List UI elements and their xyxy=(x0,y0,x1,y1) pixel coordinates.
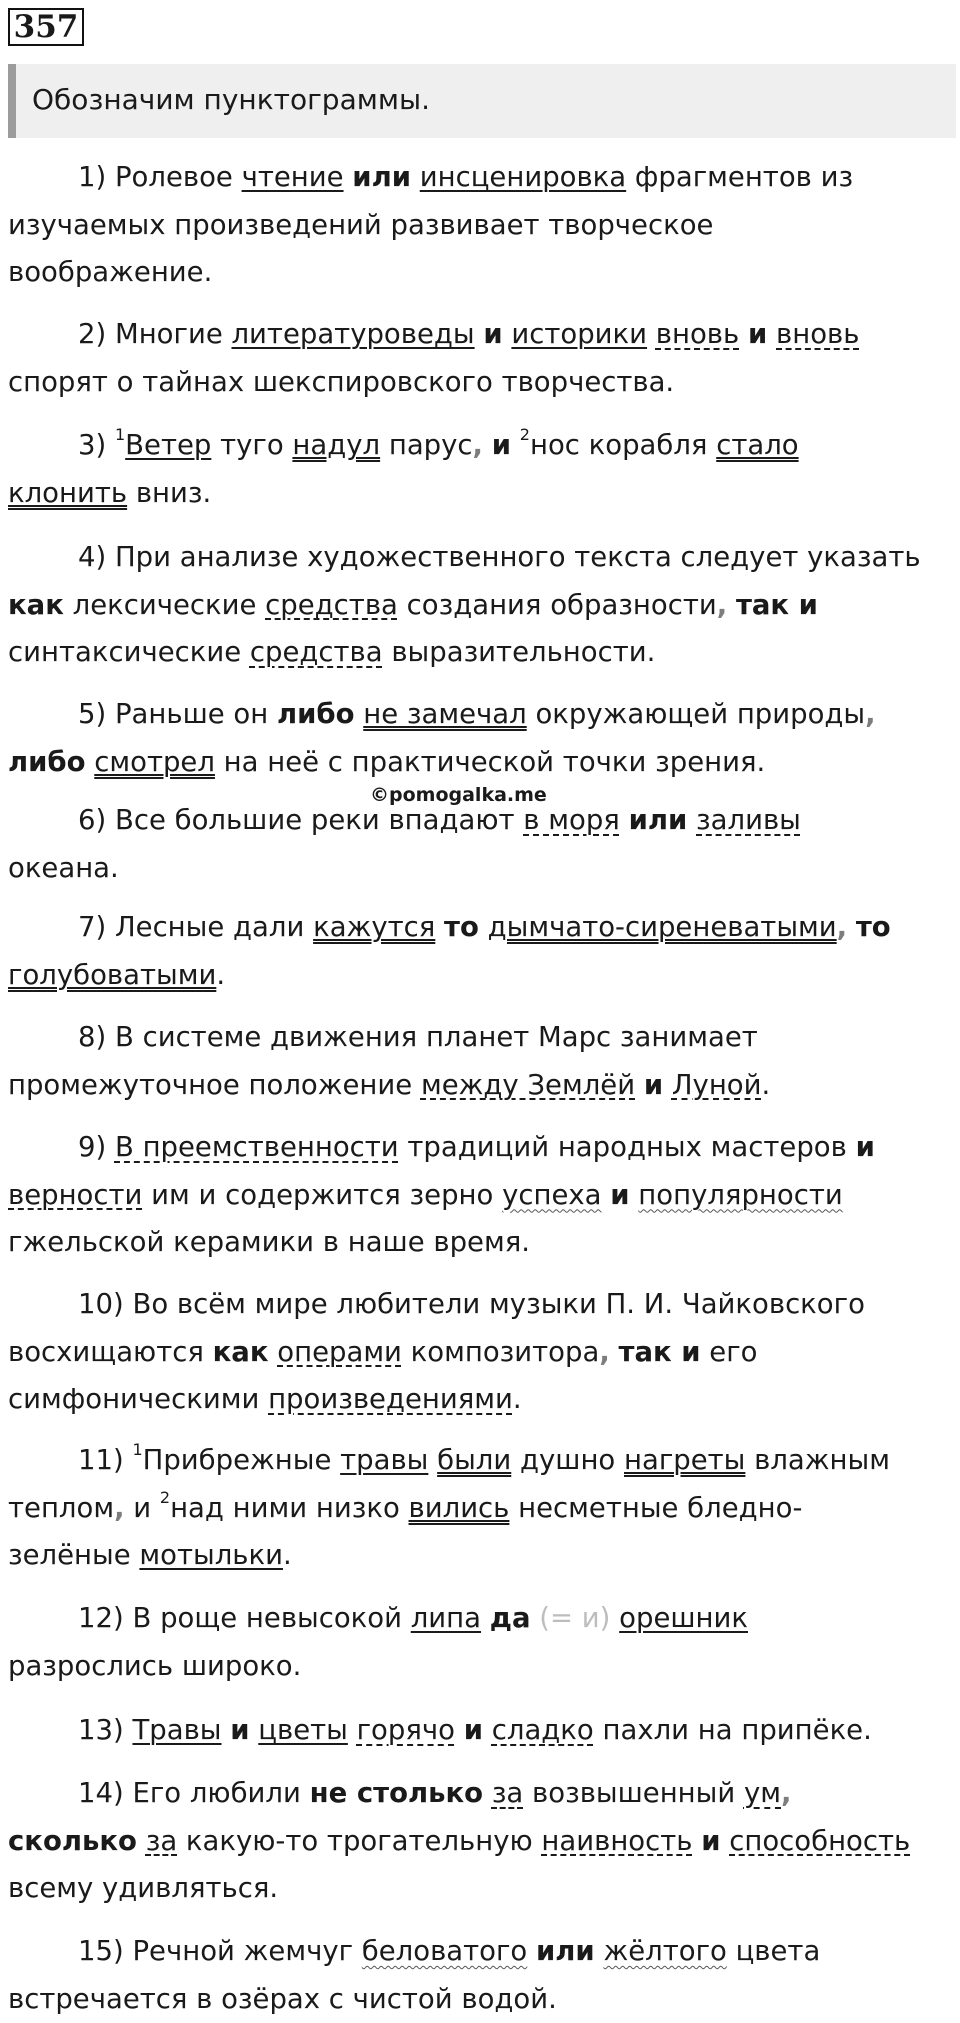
text: фрагментов из xyxy=(626,161,853,193)
conjunction: как xyxy=(8,589,64,621)
space xyxy=(479,911,488,943)
attribute: жёлтого xyxy=(603,1935,726,1967)
line xyxy=(8,1976,956,2023)
space xyxy=(483,1714,492,1746)
space xyxy=(269,1336,278,1368)
text: выразительности. xyxy=(383,636,656,668)
text: 1) Ролевое xyxy=(78,161,242,193)
adverbial: Луной xyxy=(672,1069,762,1101)
text: изучаемых произведений развивает творческое xyxy=(8,209,713,241)
subject: Ветер xyxy=(125,429,211,461)
space xyxy=(348,1714,357,1746)
space xyxy=(847,911,856,943)
adverbial: сладко xyxy=(492,1714,594,1746)
subject: литературоведы xyxy=(231,318,474,350)
note: (= и) xyxy=(539,1602,610,1634)
space xyxy=(344,161,353,193)
line xyxy=(8,739,956,787)
subject: Травы xyxy=(132,1714,221,1746)
punctuation: , xyxy=(114,1492,124,1524)
punctuation: , xyxy=(865,698,875,730)
watermark: ©pomogalka.me xyxy=(370,783,547,807)
text: его xyxy=(701,1336,758,1368)
space xyxy=(630,1179,639,1211)
space xyxy=(527,1935,536,1967)
conjunction: так и xyxy=(619,1336,701,1368)
punctuation: , xyxy=(599,1336,609,1368)
text: разрослись широко. xyxy=(8,1650,301,1682)
space xyxy=(692,1825,701,1857)
text: симфоническими xyxy=(8,1383,268,1415)
subject: цветы xyxy=(258,1714,348,1746)
conjunction: или xyxy=(352,161,411,193)
text: . xyxy=(283,1539,292,1571)
adverbial: вновь xyxy=(656,318,739,350)
sentence-2 xyxy=(8,311,956,406)
conjunction: и xyxy=(856,1131,875,1163)
predicate: клонить xyxy=(8,477,127,509)
clause-index: 1 xyxy=(115,425,125,444)
text: создания образности xyxy=(398,589,717,621)
sentence-5 xyxy=(8,691,956,786)
text: 10) Во всём мире любители музыки П. И. Чайковского xyxy=(78,1288,865,1320)
sentence-11 xyxy=(8,1437,956,1580)
text: окружающей природы xyxy=(527,698,865,730)
line xyxy=(8,1770,956,1818)
conjunction: так и xyxy=(736,589,818,621)
text: . xyxy=(762,1069,771,1101)
clause-index: 1 xyxy=(132,1440,142,1459)
text: воображение. xyxy=(8,256,212,288)
predicate: вились xyxy=(409,1492,510,1524)
object: за xyxy=(492,1777,523,1809)
sentence-6 xyxy=(8,797,956,892)
predicate: надул xyxy=(292,429,380,461)
conjunction: то xyxy=(856,911,891,943)
line xyxy=(8,582,956,630)
adverbial: между Землёй xyxy=(421,1069,635,1101)
text: 4) При анализе художественного текста следует указать xyxy=(78,541,921,573)
object: произведениями xyxy=(268,1383,513,1415)
text: теплом xyxy=(8,1492,114,1524)
text: цвета xyxy=(727,1935,820,1967)
sentence-8 xyxy=(8,1014,956,1109)
text: пахли на припёке. xyxy=(594,1714,872,1746)
predicate: были xyxy=(437,1444,511,1476)
line xyxy=(8,1865,956,1913)
text: промежуточное положение xyxy=(8,1069,421,1101)
line xyxy=(8,1376,956,1424)
text: 14) Его любили xyxy=(78,1777,310,1809)
sentence-4 xyxy=(8,534,956,677)
sentence-7 xyxy=(8,904,956,999)
object: ум xyxy=(744,1777,781,1809)
adverbial: заливы xyxy=(696,804,801,836)
conjunction: и xyxy=(464,1714,483,1746)
text: влажным xyxy=(745,1444,890,1476)
line xyxy=(8,1707,956,1755)
line xyxy=(8,249,956,297)
attribute: успеха xyxy=(502,1179,601,1211)
text: гжельской керамики в наше время. xyxy=(8,1226,530,1258)
line xyxy=(8,1219,956,1267)
line xyxy=(8,629,956,677)
clause-index: 2 xyxy=(520,425,530,444)
predicate: не замечал xyxy=(363,698,526,730)
text: синтаксические xyxy=(8,636,250,668)
space xyxy=(635,1069,644,1101)
sentence-9 xyxy=(8,1124,956,1267)
sentence-14 xyxy=(8,1770,956,1913)
line xyxy=(8,1124,956,1172)
line xyxy=(8,1595,956,1643)
text: 3) xyxy=(78,429,115,461)
line xyxy=(8,1329,956,1377)
space xyxy=(428,1444,437,1476)
punctuation: , xyxy=(717,589,727,621)
space xyxy=(411,161,420,193)
space xyxy=(647,318,656,350)
object: способность xyxy=(729,1825,910,1857)
text: всему удивляться. xyxy=(8,1872,278,1904)
space xyxy=(727,589,736,621)
space xyxy=(137,1825,146,1857)
line xyxy=(8,1643,956,1691)
line xyxy=(8,470,956,518)
space xyxy=(610,1602,619,1634)
subject: мотыльки xyxy=(139,1539,283,1571)
space xyxy=(483,429,492,461)
conjunction: не столько xyxy=(310,1777,483,1809)
line xyxy=(8,904,956,952)
conjunction: и xyxy=(610,1179,629,1211)
text: спорят о тайнах шекспировского творчества. xyxy=(8,366,674,398)
line xyxy=(8,797,956,845)
space xyxy=(620,804,629,836)
sentence-3 xyxy=(8,422,956,517)
text: нос корабля xyxy=(530,429,716,461)
space xyxy=(739,318,748,350)
space xyxy=(455,1714,464,1746)
space xyxy=(483,1777,492,1809)
predicate: нагреты xyxy=(624,1444,745,1476)
adverbial: в моря xyxy=(523,804,620,836)
conjunction: и xyxy=(483,318,502,350)
predicate: стало xyxy=(716,429,798,461)
line xyxy=(8,1437,956,1485)
sentence-1 xyxy=(8,154,956,297)
text: над ними низко xyxy=(170,1492,408,1524)
conjunction: то xyxy=(444,911,479,943)
line xyxy=(8,1172,956,1220)
text: 15) Речной жемчуг xyxy=(78,1935,362,1967)
punctuation: , xyxy=(837,911,847,943)
conjunction: и xyxy=(230,1714,249,1746)
space xyxy=(531,1602,540,1634)
text: океана. xyxy=(8,852,119,884)
line xyxy=(8,1532,956,1580)
line xyxy=(8,1485,956,1533)
conjunction: сколько xyxy=(8,1825,137,1857)
object: наивность xyxy=(541,1825,692,1857)
attribute: популярности xyxy=(638,1179,842,1211)
predicate: смотрел xyxy=(94,746,215,778)
object: средства xyxy=(250,636,383,668)
space xyxy=(481,1602,490,1634)
line xyxy=(8,202,956,250)
space xyxy=(511,429,520,461)
line xyxy=(8,1014,956,1062)
line xyxy=(8,1062,956,1110)
text: зелёные xyxy=(8,1539,139,1571)
line xyxy=(8,691,956,739)
space xyxy=(767,318,776,350)
space xyxy=(663,1069,672,1101)
predicate: голубоватыми xyxy=(8,959,216,991)
intro-box xyxy=(8,64,956,138)
subject: липа xyxy=(411,1602,481,1634)
line xyxy=(8,1928,956,1976)
space xyxy=(721,1825,730,1857)
text: 9) xyxy=(78,1131,115,1163)
predicate: кажутся xyxy=(313,911,435,943)
conjunction: и xyxy=(492,429,511,461)
adverbial: верности xyxy=(8,1179,142,1211)
exercise-number: 357 xyxy=(8,8,84,46)
space xyxy=(687,804,696,836)
text: парус xyxy=(380,429,472,461)
text: какую-то трогательную xyxy=(177,1825,541,1857)
space xyxy=(602,1179,611,1211)
text: и xyxy=(125,1492,160,1524)
space xyxy=(610,1336,619,1368)
sentence-10 xyxy=(8,1281,956,1424)
text: на неё с практической точки зрения. xyxy=(215,746,765,778)
text: встречается в озёрах с чистой водой. xyxy=(8,1983,557,2015)
object: за xyxy=(146,1825,177,1857)
text: 13) xyxy=(78,1714,132,1746)
text: лексические xyxy=(64,589,265,621)
line xyxy=(8,359,956,407)
text: композитора xyxy=(402,1336,599,1368)
conjunction: и xyxy=(748,318,767,350)
text: 2) Многие xyxy=(78,318,231,350)
text: 7) Лесные дали xyxy=(78,911,313,943)
intro-text: Обозначим пунктограммы. xyxy=(32,82,430,118)
text: душно xyxy=(511,1444,624,1476)
space xyxy=(86,746,95,778)
conjunction: и xyxy=(644,1069,663,1101)
conjunction: либо xyxy=(277,698,355,730)
conjunction: как xyxy=(213,1336,269,1368)
adverbial: вновь xyxy=(776,318,859,350)
space xyxy=(354,698,363,730)
text: . xyxy=(216,959,225,991)
object: средства xyxy=(265,589,398,621)
line xyxy=(8,534,956,582)
conjunction: и xyxy=(701,1825,720,1857)
space xyxy=(250,1714,259,1746)
punctuation: , xyxy=(473,429,483,461)
subject: историки xyxy=(511,318,647,350)
conjunction: либо xyxy=(8,746,86,778)
text: 6) Все большие реки впадают xyxy=(78,804,523,836)
sentence-12 xyxy=(8,1595,956,1690)
clause-index: 2 xyxy=(160,1488,170,1507)
text: несметные бледно- xyxy=(509,1492,802,1524)
text: Прибрежные xyxy=(143,1444,340,1476)
subject: инсценировка xyxy=(420,161,626,193)
adverbial: В преемственности xyxy=(115,1131,399,1163)
line xyxy=(8,422,956,470)
line xyxy=(8,1281,956,1329)
text: 12) В роще невысокой xyxy=(78,1602,411,1634)
sentence-15 xyxy=(8,1928,956,2023)
line xyxy=(8,1818,956,1866)
predicate: дымчато-сиреневатыми xyxy=(488,911,837,943)
text: 11) xyxy=(78,1444,132,1476)
conjunction: да xyxy=(490,1602,531,1634)
text: традиций народных мастеров xyxy=(399,1131,856,1163)
line xyxy=(8,952,956,1000)
space xyxy=(435,911,444,943)
line xyxy=(8,311,956,359)
line xyxy=(8,154,956,202)
text: 8) В системе движения планет Марс занимает xyxy=(78,1021,758,1053)
subject: чтение xyxy=(242,161,344,193)
text: 5) Раньше он xyxy=(78,698,277,730)
subject: травы xyxy=(340,1444,428,1476)
object: операми xyxy=(277,1336,402,1368)
conjunction: или xyxy=(629,804,688,836)
text: вниз. xyxy=(127,477,211,509)
attribute: беловатого xyxy=(362,1935,527,1967)
text: восхищаются xyxy=(8,1336,213,1368)
text: им и содержится зерно xyxy=(142,1179,502,1211)
punctuation: , xyxy=(781,1777,791,1809)
conjunction: или xyxy=(536,1935,595,1967)
adverbial: горячо xyxy=(357,1714,455,1746)
space xyxy=(222,1714,231,1746)
text: . xyxy=(513,1383,522,1415)
text: возвышенный xyxy=(523,1777,744,1809)
sentence-13 xyxy=(8,1707,956,1755)
line xyxy=(8,845,956,893)
text: туго xyxy=(211,429,292,461)
subject: орешник xyxy=(619,1602,748,1634)
